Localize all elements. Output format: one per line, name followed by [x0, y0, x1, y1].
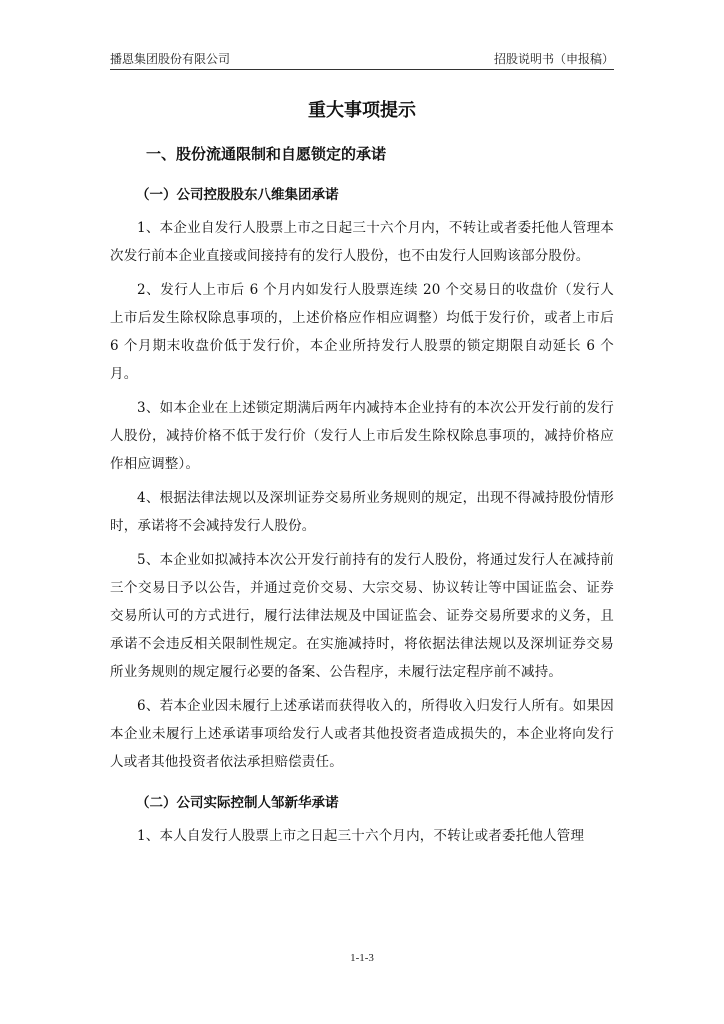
section-heading: 一、股份流通限制和自愿锁定的承诺: [146, 145, 387, 163]
paragraph: 4、根据法律法规以及深圳证券交易所业务规则的规定，出现不得减持股份情形时，承诺将不会减持发行人股份。: [110, 490, 614, 534]
page-number: 1-1-3: [350, 952, 374, 964]
header-document-type: 招股说明书（申报稿）: [493, 52, 614, 66]
subsection-heading: （二）公司实际控制人邹新华承诺: [136, 795, 339, 811]
paragraph: 6、若本企业因未履行上述承诺而获得收入的，所得收入归发行人所有。如果因本企业未履行上述承诺事项给发行人或者其他投资者造成损失的，本企业将向发行人或者其他投资者依法承担赔偿责任。: [110, 698, 614, 770]
document-body: [110, 88, 614, 856]
page-title: 重大事项提示: [308, 100, 416, 121]
paragraph: 1、本人自发行人股票上市之日起三十六个月内，不转让或者委托他人管理: [137, 828, 585, 844]
paragraph: 5、本企业如拟减持本次公开发行前持有的发行人股份，将通过发行人在减持前三个交易日予以公告，并通过竞价交易、大宗交易、协议转让等中国证监会、证券交易所认可的方式进行，履行法律法规及中国证监会、证券交易所要求的义务，且承诺不会违反相关限制性规定。在实施减持时，将依据法律法规以及深圳证券交易所业务规则的规定履行必要的备案、公告程序，未履行法定程序前不减持。: [110, 552, 614, 680]
paragraph: 3、如本企业在上述锁定期满后两年内减持本企业持有的本次公开发行前的发行人股份，减持价格不低于发行价（发行人上市后发生除权除息事项的，减持价格应作相应调整）。: [110, 400, 614, 472]
paragraph: 2、发行人上市后 6 个月内如发行人股票连续 20 个交易日的收盘价（发行人上市后发生除权除息事项的，上述价格应作相应调整）均低于发行价，或者上市后 6 个月期末收盘价低于发行价，本企业所持发行人股票的锁定期限自动延长 6 个月。: [110, 282, 614, 382]
header-divider: [110, 69, 614, 70]
page-header: [110, 50, 614, 68]
header-company-name: 播恩集团股份有限公司: [110, 52, 231, 66]
paragraph: 1、本企业自发行人股票上市之日起三十六个月内，不转让或者委托他人管理本次发行前本企业直接或间接持有的发行人股份，也不由发行人回购该部分股份。: [110, 220, 614, 264]
subsection-heading: （一）公司控股股东八维集团承诺: [136, 187, 339, 203]
